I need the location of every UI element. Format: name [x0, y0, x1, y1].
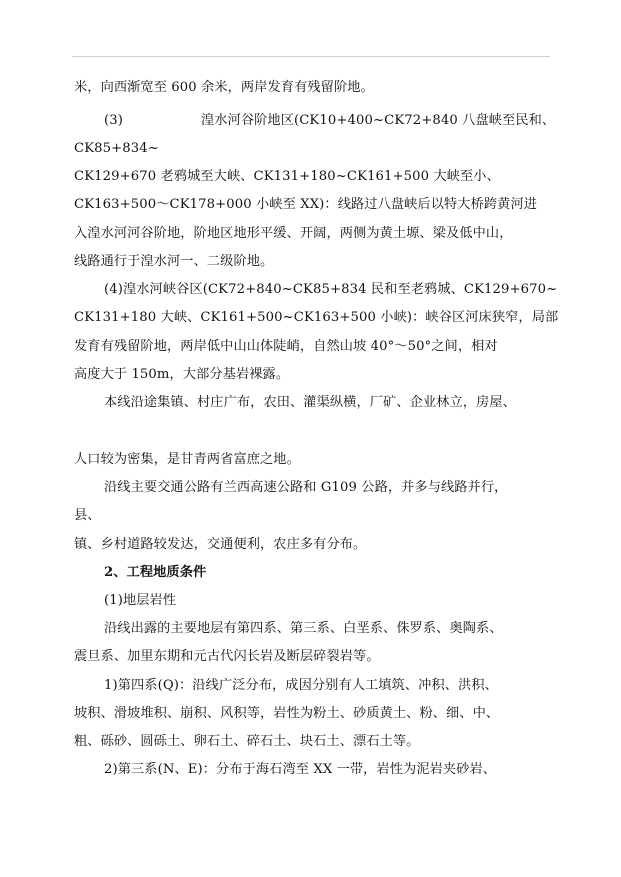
- text-line: 入湟水河河谷阶地，阶地区地形平缓、开阔，两侧为黄土塬、梁及低中山，: [74, 226, 513, 241]
- text-line: CK85+834~: [74, 141, 159, 156]
- text-line: 镇、乡村道路较发达，交通便利，农庄多有分布。: [74, 537, 367, 552]
- subsection-heading: (1)地层岩性: [104, 593, 177, 608]
- text-line: 1)第四系(Q)：沿线广泛分布，成因分别有人工填筑、冲积、洪积、: [104, 678, 498, 693]
- text-line: [104, 112, 555, 130]
- text-line: 本线沿途集镇、村庄广布，农田、灌渠纵横，厂矿、企业林立，房屋、: [104, 395, 516, 410]
- text-line: 粗、砾砂、圆砾土、卵石土、碎石土、块石土、漂石土等。: [74, 734, 420, 749]
- text-line: 高度大于 150m，大部分基岩裸露。: [74, 367, 290, 382]
- text-line: 发育有残留阶地，两岸低中山山体陡峭，自然山坡 40°～50°之间，相对: [74, 339, 498, 354]
- text-line: 线路通行于湟水河一、二级阶地。: [74, 254, 274, 269]
- text-line: CK129+670 老鸦城至大峡、CK131+180~CK161+500 大峡至小、: [74, 169, 500, 184]
- section-heading: 2、工程地质条件: [104, 565, 207, 580]
- text-line: CK131+180 大峡、CK161+500~CK163+500 小峡)：峡谷区河床狭窄，局部: [74, 310, 559, 325]
- text-line: 米，向西渐宽至 600 余米，两岸发育有残留阶地。: [74, 80, 374, 95]
- text-line: (4)湟水河峡谷区(CK72+840~CK85+834 民和至老鸦城、CK129+670~: [104, 282, 558, 297]
- text-line: 震旦系、加里东期和元古代闪长岩及断层碎裂岩等。: [74, 649, 380, 664]
- text-line: CK163+500～CK178+000 小峡至 XX)：线路过八盘峡后以特大桥跨黄河进: [74, 197, 538, 212]
- text-line: 坡积、滑坡堆积、崩积、风积等，岩性为粉土、砂质黄土、粉、细、中、: [74, 706, 500, 721]
- header-rule: [72, 56, 550, 57]
- item-number: (3): [104, 113, 123, 128]
- text-line: 沿线出露的主要地层有第四系、第三系、白垩系、侏罗系、奥陶系、: [104, 621, 503, 636]
- text-line: 人口较为密集，是甘青两省富庶之地。: [74, 452, 300, 467]
- text-line: 沿线主要交通公路有兰西高速公路和 G109 公路，并多与线路并行，: [104, 480, 508, 495]
- section-title: 湟水河谷阶地区(CK10+400~CK72+840 八盘峡至民和、: [200, 113, 556, 128]
- text-line: 2)第三系(N、E)：分布于海石湾至 XX 一带，岩性为泥岩夹砂岩、: [104, 762, 497, 777]
- text-line: 县、: [74, 508, 101, 523]
